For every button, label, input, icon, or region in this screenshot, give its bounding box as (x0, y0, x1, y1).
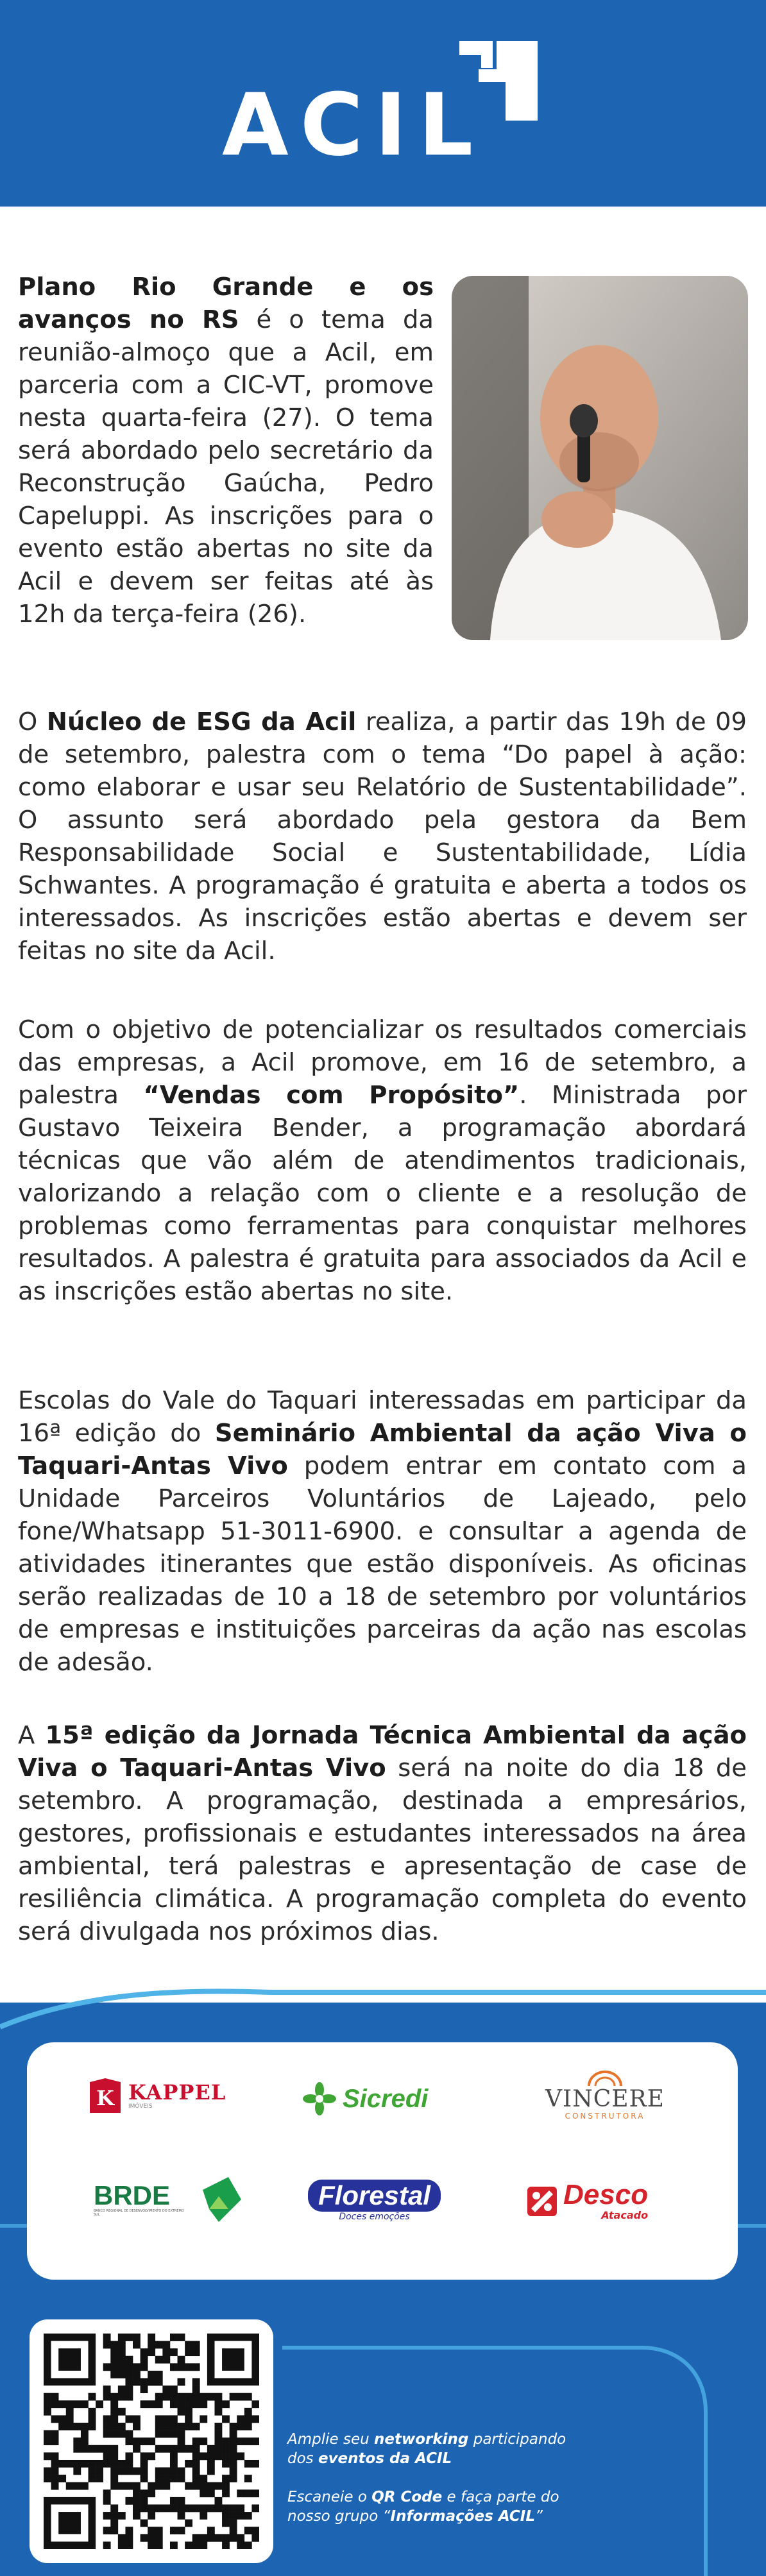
brde-name: BRDE (94, 2180, 171, 2210)
paragraph-text: é o tema da reunião-almoço que a Acil, em parceria com a CIC-VT, promove nesta quarta-feira (27). O tema será abordado pelo secretário da Reconstrução Gaúcha, Pedro Capeluppi. As inscrições para o evento estão abertas no site da Acil e devem ser feitas até às 12h da terça-feira (26). (18, 305, 434, 629)
qr-code-icon[interactable] (44, 2334, 259, 2549)
paragraph-text: O (18, 708, 47, 736)
paragraph-highlight: 15ª edição da Jornada Técnica Ambiental da ação Viva o Taquari-Antas Vivo (18, 1721, 747, 1783)
desco-sub: Atacado (601, 2209, 649, 2221)
footer-text: Amplie seu (287, 2431, 375, 2448)
article-paragraph-vendas (18, 1013, 747, 1308)
sponsor-florestal (308, 2180, 441, 2222)
paragraph-text: Com o objetivo de potencializar os resultados comerciais das empresas, a Acil promove, em 16 de setembro, a palestra (18, 1015, 747, 1110)
sponsor-brde (94, 2177, 241, 2222)
sponsor-kappel (89, 2077, 226, 2114)
footer-text: ” (535, 2508, 543, 2525)
sponsor-desco (527, 2181, 648, 2221)
paragraph-text: será na noite do dia 18 de setembro. A programação, destinada a empresários, gestores, profissionais e estudantes interessados na área ambiental, terá palestras e apresentação de case de resiliência climática. A programação completa do evento será divulgada nos próximos dias. (18, 1754, 747, 1946)
svg-text:K: K (96, 2086, 114, 2110)
footer-invite (287, 2430, 647, 2545)
footer-networking-text (287, 2430, 647, 2468)
desco-name: Desco (563, 2179, 649, 2210)
vincere-sub: CONSTRUTORA (565, 2112, 645, 2121)
paragraph-highlight: Plano Rio Grande e os avanços no RS (18, 273, 434, 334)
footer-text: e faça parte do (442, 2489, 559, 2505)
acil-logo-text: ACIL (222, 75, 485, 175)
qr-code[interactable] (30, 2319, 273, 2563)
kappel-name: KAPPEL (128, 2080, 226, 2105)
vincere-name: VINCERE (545, 2086, 665, 2112)
footer-highlight: Informações ACIL (390, 2508, 536, 2525)
acil-logo-icon (459, 41, 538, 121)
paragraph-highlight: “Vendas com Propósito” (143, 1081, 520, 1110)
vincere-logo-icon (583, 2071, 627, 2087)
brde-logo-icon (196, 2177, 241, 2222)
speaker-photo (452, 276, 748, 640)
sicredi-logo-icon (303, 2082, 336, 2115)
article-paragraph-jornada (18, 1719, 747, 1948)
paragraph-highlight: Núcleo de ESG da Acil (46, 708, 357, 736)
article-paragraph-plano-rs (18, 271, 434, 631)
paragraph-text: Escolas do Vale do Taquari interessadas em participar da 16ª edição do (18, 1386, 747, 1448)
footer-text: participando (468, 2431, 566, 2448)
footer-highlight: networking (374, 2431, 469, 2448)
florestal-name: Florestal (308, 2180, 441, 2212)
paragraph-text: podem entrar em contato com a Unidade Parceiros Voluntários de Lajeado, pelo fone/Whatsapp 51-3011-6900. e consultar a agenda de atividades itinerantes que estão disponíveis. As oficinas serão realizadas de 10 a 18 de setembro por voluntários de empresas e instituições parceiras da ação nas escolas de adesão. (18, 1452, 747, 1677)
sponsor-sicredi (303, 2082, 428, 2115)
footer-highlight: QR Code (371, 2489, 443, 2505)
paragraph-highlight: Seminário Ambiental da ação Viva o Taquari-Antas Vivo (18, 1419, 747, 1480)
footer-qr-text (287, 2487, 647, 2526)
sponsor-vincere (545, 2071, 665, 2121)
article-paragraph-seminario (18, 1384, 747, 1679)
footer-text: dos (287, 2450, 318, 2467)
brde-sub: BANCO REGIONAL DE DESENVOLVIMENTO DO EXTREMO SUL (94, 2209, 184, 2217)
kappel-sub: IMÓVEIS (128, 2103, 153, 2110)
footer-text: Escaneie o (287, 2489, 372, 2505)
paragraph-text: A (18, 1721, 46, 1750)
sponsor-panel (27, 2042, 738, 2280)
article-paragraph-esg (18, 706, 747, 967)
header-band (0, 0, 766, 207)
kappel-logo-icon (89, 2077, 122, 2114)
paragraph-text: realiza, a partir das 19h de 09 de setembro, palestra com o tema “Do papel à ação: como elaborar e usar seu Relatório de Sustentabilidade”. O assunto será abordado pela gestora da Bem Responsabilidade Social e Sustentabilidade, Lídia Schwantes. A programação é gratuita e aberta a todos os interessados. As inscrições estão abertas e devem ser feitas no site da Acil. (18, 708, 747, 965)
article-body (0, 207, 766, 2003)
florestal-sub: Doces emoções (339, 2212, 410, 2222)
desco-logo-icon (527, 2187, 557, 2216)
footer-highlight: eventos da ACIL (318, 2450, 452, 2467)
paragraph-text: . Ministrada por Gustavo Teixeira Bender, a programação abordará técnicas que vão além de atendimentos tradicionais, valorizando a relação com o cliente e a resolução de problemas como ferramentas para conquistar melhores resultados. A palestra é gratuita para associados da Acil e as inscrições estão abertas no site. (18, 1081, 747, 1306)
footer-text: nosso grupo “ (287, 2508, 391, 2525)
sicredi-name: Sicredi (343, 2084, 429, 2113)
